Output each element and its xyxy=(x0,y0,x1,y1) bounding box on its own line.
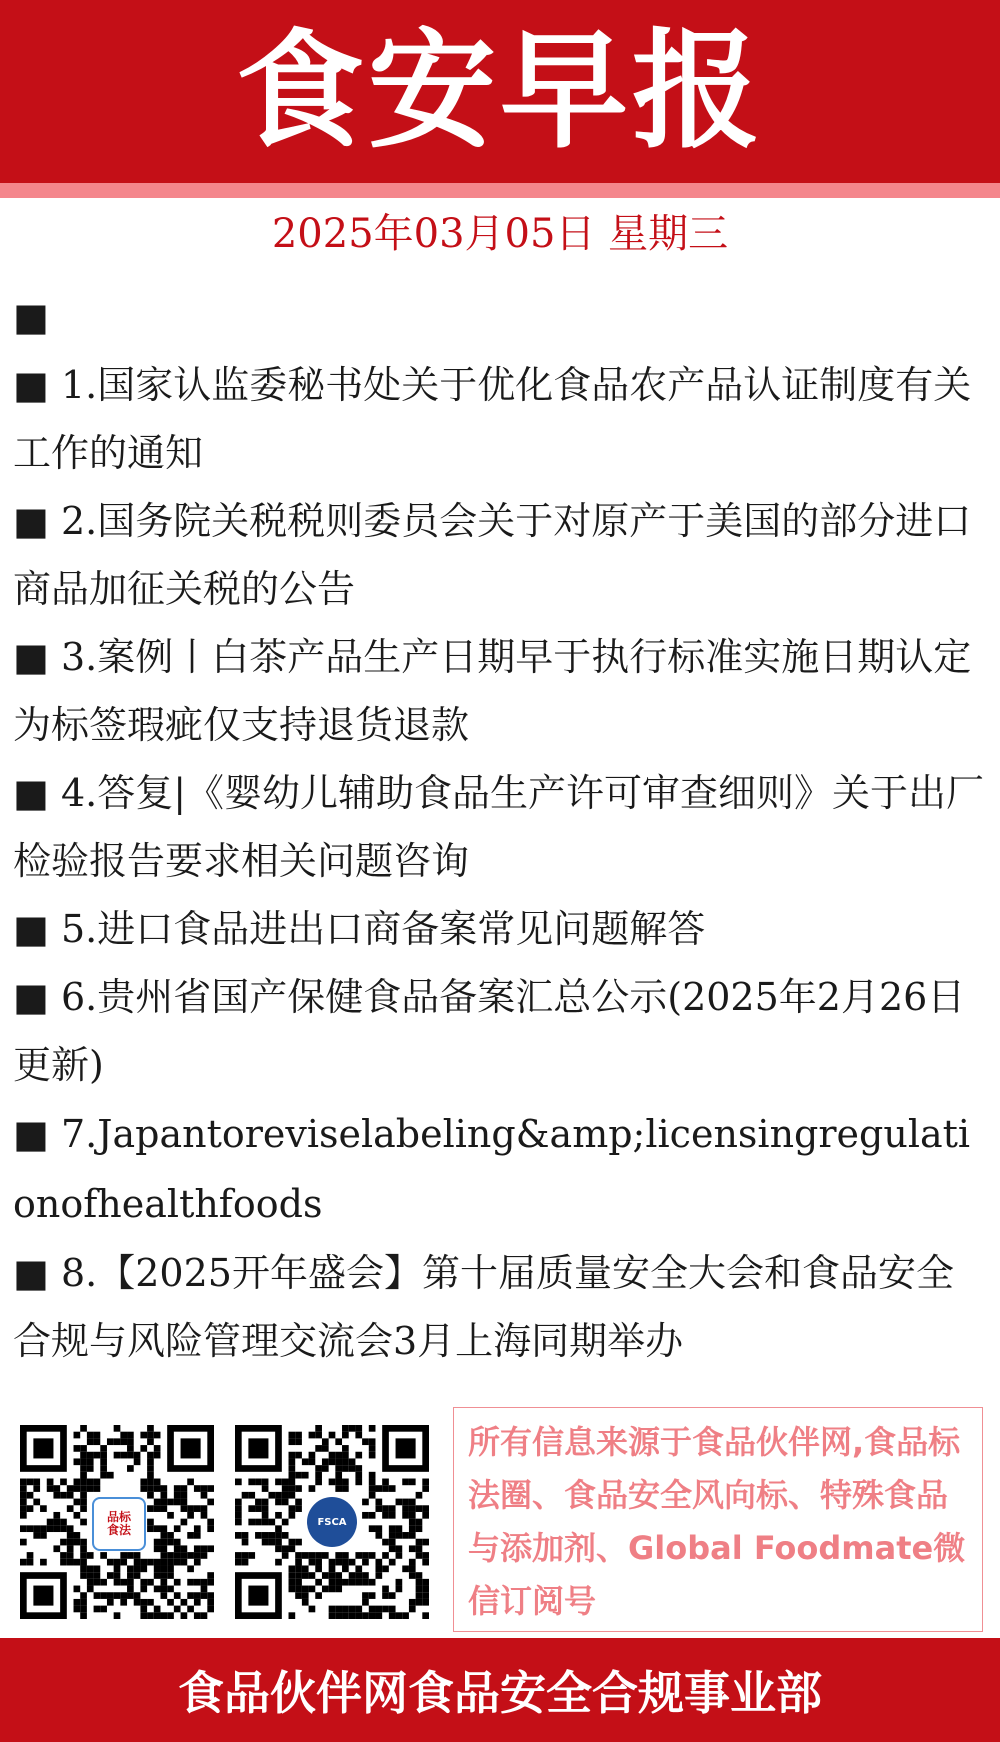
news-item[interactable]: ■ 3.案例丨白茶产品生产日期早于执行标准实施日期认定为标签瑕疵仅支持退货退款 xyxy=(13,635,972,747)
source-info-box xyxy=(453,1407,983,1632)
news-item[interactable]: ■ 5.进口食品进出口商备案常见问题解答 xyxy=(13,907,706,951)
news-item[interactable]: ■ 2.国务院关税税则委员会关于对原产于美国的部分进口商品加征关税的公告 xyxy=(13,499,972,611)
news-item[interactable]: ■ 4.答复|《婴幼儿辅助食品生产许可审查细则》关于出厂检验报告要求相关问题咨询 xyxy=(13,771,985,883)
page-title: 食安早报 xyxy=(235,16,764,166)
footer-text: 食品伙伴网食品安全合规事业部 xyxy=(178,1666,822,1720)
qr-logo xyxy=(307,1497,357,1547)
news-item[interactable]: ■ 6.贵州省国产保健食品备案汇总公示(2025年2月26日更新) xyxy=(13,975,966,1087)
date-line: 2025年03月05日 星期三 xyxy=(271,211,729,257)
footer-banner xyxy=(0,1638,1000,1742)
news-list xyxy=(13,283,988,1375)
news-item[interactable]: ■ 1.国家认监委秘书处关于优化食品农产品认证制度有关工作的通知 xyxy=(13,363,972,475)
news-item: ■ xyxy=(13,295,49,339)
qr-logo xyxy=(92,1497,146,1551)
qr-logo-text: FSCA xyxy=(317,1516,347,1528)
source-info-text: 所有信息来源于食品伙伴网,食品标法圈、食品安全风向标、特殊食品与添加剂、Global Foodmate微信订阅号 xyxy=(468,1423,966,1620)
header-banner xyxy=(0,0,1000,183)
qr-code-left xyxy=(20,1425,214,1619)
qr-logo-text: 品标食法 xyxy=(106,1510,131,1537)
news-item[interactable]: ■ 7.Japantoreviselabeling&amp;licensingregulationofhealthfoods xyxy=(13,1112,971,1226)
qr-code-right xyxy=(235,1425,429,1619)
news-item[interactable]: ■ 8.【2025开年盛会】第十届质量安全大会和食品安全合规与风险管理交流会3月上海同期举办 xyxy=(13,1251,954,1363)
header-divider xyxy=(0,183,1000,198)
